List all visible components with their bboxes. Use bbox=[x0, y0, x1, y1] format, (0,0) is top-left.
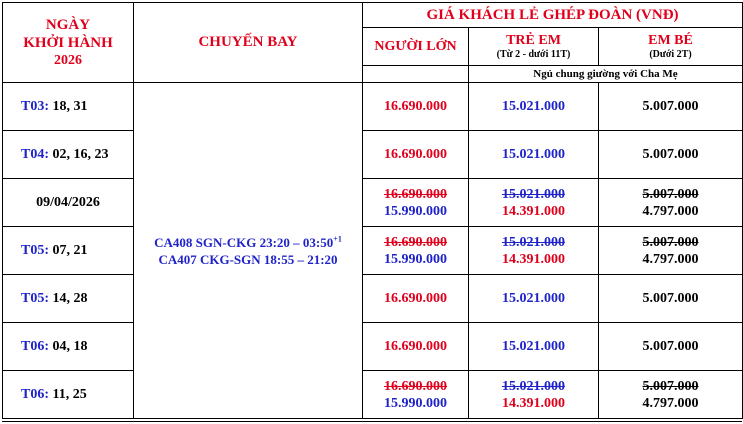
departure-date-cell bbox=[3, 323, 134, 371]
infant-price-discounted: 4.797.000 bbox=[642, 203, 699, 219]
infant-price-cell bbox=[599, 275, 743, 323]
adult-price-cell bbox=[363, 227, 469, 275]
child-price-original: 15.021.000 bbox=[502, 378, 565, 394]
child-age-note: (Từ 2 - dưới 11T) bbox=[496, 49, 571, 60]
adult-price-original: 16.690.000 bbox=[384, 234, 447, 250]
outbound-flight-text: CA408 SGN-CKG 23:20 – 03:50 bbox=[154, 234, 334, 250]
infant-price-cell bbox=[599, 371, 743, 419]
flight-info-cell bbox=[134, 83, 363, 419]
adult-price: 16.690.000 bbox=[384, 339, 447, 354]
adult-price-discounted: 15.990.000 bbox=[384, 395, 447, 411]
table-row bbox=[3, 83, 743, 131]
table-row bbox=[3, 323, 743, 371]
adult-price-cell bbox=[363, 275, 469, 323]
child-price-cell bbox=[469, 83, 599, 131]
adult-header: NGƯỜI LỚN bbox=[363, 28, 469, 66]
departure-month: T06: bbox=[21, 338, 49, 354]
adult-price: 16.690.000 bbox=[384, 99, 447, 114]
adult-price-discounted: 15.990.000 bbox=[384, 251, 447, 267]
child-price: 15.021.000 bbox=[502, 147, 565, 162]
infant-header-label: EM BÉ bbox=[648, 33, 693, 48]
departure-month: T04: bbox=[21, 146, 49, 162]
child-price-cell bbox=[469, 179, 599, 227]
infant-price-original: 5.007.000 bbox=[642, 186, 699, 202]
child-price-discounted: 14.391.000 bbox=[502, 395, 565, 411]
adult-price-discounted: 15.990.000 bbox=[384, 203, 447, 219]
departure-date-cell bbox=[3, 371, 134, 419]
departure-date-header-line2: KHỞI HÀNH bbox=[23, 34, 113, 51]
departure-month: T05: bbox=[21, 242, 49, 258]
child-price-cell bbox=[469, 371, 599, 419]
infant-price-cell bbox=[599, 131, 743, 179]
child-price-cell bbox=[469, 275, 599, 323]
departure-date-header-year: 2026 bbox=[54, 52, 82, 68]
departure-date-cell bbox=[3, 227, 134, 275]
child-price-original: 15.021.000 bbox=[502, 186, 565, 202]
table-row bbox=[3, 275, 743, 323]
tour-price-table bbox=[2, 2, 743, 419]
departure-date-cell bbox=[3, 131, 134, 179]
infant-price-cell bbox=[599, 83, 743, 131]
adult-price-original: 16.690.000 bbox=[384, 378, 447, 394]
departure-date-cell bbox=[3, 275, 134, 323]
child-price-cell bbox=[469, 323, 599, 371]
departure-date-cell bbox=[3, 83, 134, 131]
infant-price: 5.007.000 bbox=[642, 99, 699, 114]
child-price: 15.021.000 bbox=[502, 291, 565, 306]
child-price-discounted: 14.391.000 bbox=[502, 203, 565, 219]
table-row bbox=[3, 179, 743, 227]
child-price-original: 15.021.000 bbox=[502, 234, 565, 250]
infant-price-original: 5.007.000 bbox=[642, 234, 699, 250]
infant-price: 5.007.000 bbox=[642, 291, 699, 306]
infant-header bbox=[599, 28, 743, 66]
infant-age-note: (Dưới 2T) bbox=[649, 49, 692, 60]
price-group-header: GIÁ KHÁCH LẺ GHÉP ĐOÀN (VNĐ) bbox=[363, 3, 743, 28]
departure-days: 18, 31 bbox=[49, 98, 88, 114]
child-price-cell bbox=[469, 131, 599, 179]
departure-month: T05: bbox=[21, 290, 49, 306]
departure-days: 07, 21 bbox=[49, 242, 88, 258]
adult-price: 16.690.000 bbox=[384, 291, 447, 306]
table-row bbox=[3, 131, 743, 179]
table-row bbox=[3, 371, 743, 419]
shared-bed-note: Ngủ chung giường với Cha Mẹ bbox=[469, 66, 743, 83]
bottom-border bbox=[2, 421, 742, 422]
next-day-marker: +1 bbox=[333, 234, 342, 244]
adult-price: 16.690.000 bbox=[384, 147, 447, 162]
return-flight: CA407 CKG-SGN 18:55 – 21:20 bbox=[158, 251, 338, 267]
child-header bbox=[469, 28, 599, 66]
child-price-discounted: 14.391.000 bbox=[502, 251, 565, 267]
adult-price-cell bbox=[363, 131, 469, 179]
adult-price-cell bbox=[363, 371, 469, 419]
departure-date-cell bbox=[3, 179, 134, 227]
infant-price: 5.007.000 bbox=[642, 147, 699, 162]
child-price-cell bbox=[469, 227, 599, 275]
departure-days: 14, 28 bbox=[49, 290, 88, 306]
table-row bbox=[3, 227, 743, 275]
infant-price-discounted: 4.797.000 bbox=[642, 251, 699, 267]
outbound-flight bbox=[134, 234, 362, 251]
departure-days: 09/04/2026 bbox=[36, 194, 100, 210]
adult-price-original: 16.690.000 bbox=[384, 186, 447, 202]
departure-days: 02, 16, 23 bbox=[49, 146, 109, 162]
departure-days: 11, 25 bbox=[49, 386, 87, 402]
child-header-label: TRẺ EM bbox=[506, 33, 561, 48]
departure-month: T06: bbox=[21, 386, 49, 402]
price-rows bbox=[3, 83, 743, 419]
infant-price-original: 5.007.000 bbox=[642, 378, 699, 394]
infant-price-cell bbox=[599, 179, 743, 227]
adult-price-cell bbox=[363, 83, 469, 131]
infant-price: 5.007.000 bbox=[642, 339, 699, 354]
departure-month: T03: bbox=[21, 98, 49, 114]
infant-price-cell bbox=[599, 227, 743, 275]
flight-header: CHUYẾN BAY bbox=[134, 3, 363, 83]
departure-date-header-line1: NGÀY bbox=[45, 16, 91, 33]
departure-days: 04, 18 bbox=[49, 338, 88, 354]
infant-price-discounted: 4.797.000 bbox=[642, 395, 699, 411]
adult-price-cell bbox=[363, 179, 469, 227]
infant-price-cell bbox=[599, 323, 743, 371]
child-price: 15.021.000 bbox=[502, 339, 565, 354]
adult-price-cell bbox=[363, 323, 469, 371]
departure-date-header bbox=[3, 3, 134, 83]
price-table-wrapper bbox=[2, 2, 743, 419]
child-price: 15.021.000 bbox=[502, 99, 565, 114]
